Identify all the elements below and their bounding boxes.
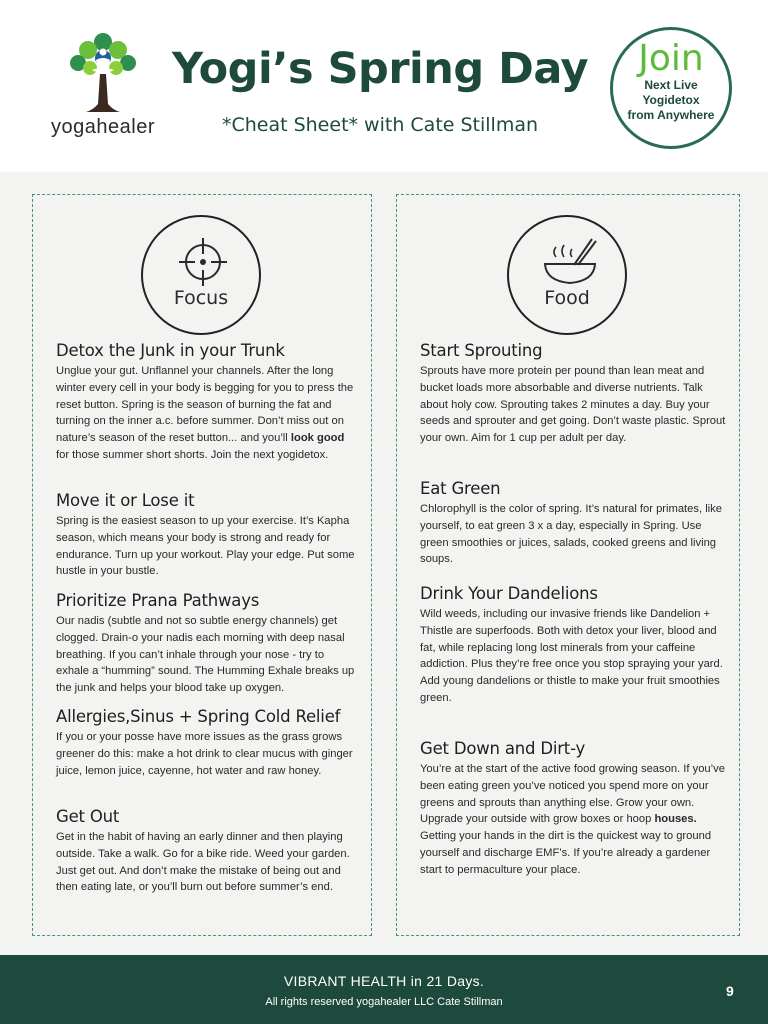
section-heading: Move it or Lose it xyxy=(56,491,195,510)
page-footer xyxy=(0,955,768,1024)
page-title: Yogi’s Spring Day xyxy=(171,44,589,94)
page-number: 9 xyxy=(726,983,734,999)
section-body xyxy=(420,761,727,879)
logo-wordmark: yogahealer xyxy=(51,116,155,138)
join-caption: Next Live Yogidetox from Anywhere xyxy=(627,78,715,122)
section-heading: Drink Your Dandelions xyxy=(420,584,598,603)
focus-section-allergies xyxy=(56,707,359,779)
food-section-dandelions xyxy=(420,584,727,707)
focus-badge xyxy=(141,215,261,335)
focus-section-move xyxy=(56,491,359,580)
section-heading: Eat Green xyxy=(420,479,501,498)
join-yogidetox-button[interactable] xyxy=(610,27,732,149)
footer-copyright: All rights reserved yogahealer LLC Cate Stillman xyxy=(265,996,503,1008)
section-heading: Prioritize Prana Pathways xyxy=(56,591,260,610)
section-heading: Detox the Junk in your Trunk xyxy=(56,341,285,360)
section-body: Sprouts have more protein per pound than lean meat and bucket loads more absorbable and diverse nutrients. Talk about holy cow. Sprouting takes 2 minutes a day. Buy your seeds and sprouter and get going. Don’t waste plastic. Sprout your own. Aim for 1 cup per adult per day. xyxy=(420,365,726,445)
focus-section-detox xyxy=(56,341,359,464)
section-heading: Start Sprouting xyxy=(420,341,543,360)
food-section-eat-green xyxy=(420,479,727,568)
section-body: If you or your posse have more issues as the grass grows greener do this: make a hot drink to clear mucus with ginger juice, lemon juice, cayenne, hot water and raw honey. xyxy=(56,731,353,777)
body-text: for those summer short shorts. Join the next yogidetox. xyxy=(56,448,329,461)
page-subtitle: *Cheat Sheet* with Cate Stillman xyxy=(221,114,539,136)
section-body: Get in the habit of having an early dinner and then playing outside. Take a walk. Go for a bike ride. Weed your garden. Just get out. And don’t make the mistake of being out and then eating late, or you’ll burn out before summer’s end. xyxy=(56,831,350,894)
yogahealer-logo[interactable] xyxy=(38,30,168,145)
food-section-sprouting xyxy=(420,341,727,447)
section-heading: Get Down and Dirt-y xyxy=(420,739,586,758)
focus-panel xyxy=(32,194,372,936)
section-body: Our nadis (subtle and not so subtle energy channels) get clogged. Drain-o your nadis each morning with deep nasal breathing. If you can’t inhale through your nose - try to exhale a “humming” sound. The Humming Exhale breaks up the junk and helps your blood take up oxygen. xyxy=(56,615,355,695)
body-text: Unglue your gut. Unflannel your channels. After the long winter every cell in your body is begging for you to press the reset button. Spring is the season of burning the fat and turning on the inner a.c. before summer. Don’t miss out on nature’s season of the reset button... and you’ll xyxy=(56,365,354,445)
section-body: Wild weeds, including our invasive friends like Dandelion + Thistle are superfoods. Both with detox your liver, blood and fat, while replacing long lost minerals from your caffeine addiction. Plus they’re free once you stop spraying your yard. Add young dandelions or thistle to make your fruit smoothies green. xyxy=(420,608,723,704)
page-header xyxy=(0,0,768,172)
focus-badge-label: Focus xyxy=(173,287,229,309)
section-heading: Get Out xyxy=(56,807,120,826)
focus-section-get-out xyxy=(56,807,359,896)
body-text: Getting your hands in the dirt is the quickest way to ground yourself and discharge EMF’s. If you’re already a gardener start to permaculture your place. xyxy=(420,830,712,876)
food-badge-label: Food xyxy=(544,287,590,309)
body-bold-text: houses. xyxy=(654,813,697,826)
body-text: You’re at the start of the active food growing season. If you’ve been eating green you’ve noticed you spend more on your greens and sprouts than anything else. Grow your own. Upgrade your outside with grow boxes or hoop xyxy=(420,763,725,826)
crosshair-target-icon xyxy=(176,235,230,289)
food-panel xyxy=(396,194,740,936)
food-section-dirt xyxy=(420,739,727,879)
section-body: Spring is the easiest season to up your exercise. It’s Kapha season, which means your body is strong and ready for endurance. Turn up your workout. Play your edge. Put some hustle in your bustle. xyxy=(56,515,355,578)
yogahealer-logo-tree-icon xyxy=(58,30,148,114)
footer-tagline: VIBRANT HEALTH in 21 Days. xyxy=(283,973,485,989)
join-label: Join xyxy=(638,38,704,79)
section-body: Chlorophyll is the color of spring. It’s natural for primates, like yourself, to eat green 3 x a day, especially in Spring. Use green smoothies or juices, salads, cooked greens and living soups. xyxy=(420,503,722,566)
bowl-chopsticks-icon xyxy=(542,235,598,289)
section-body xyxy=(56,363,359,464)
food-badge xyxy=(507,215,627,335)
section-heading: Allergies,Sinus + Spring Cold Relief xyxy=(56,707,341,726)
focus-section-prana xyxy=(56,591,359,697)
body-bold-text: look good xyxy=(290,432,345,445)
